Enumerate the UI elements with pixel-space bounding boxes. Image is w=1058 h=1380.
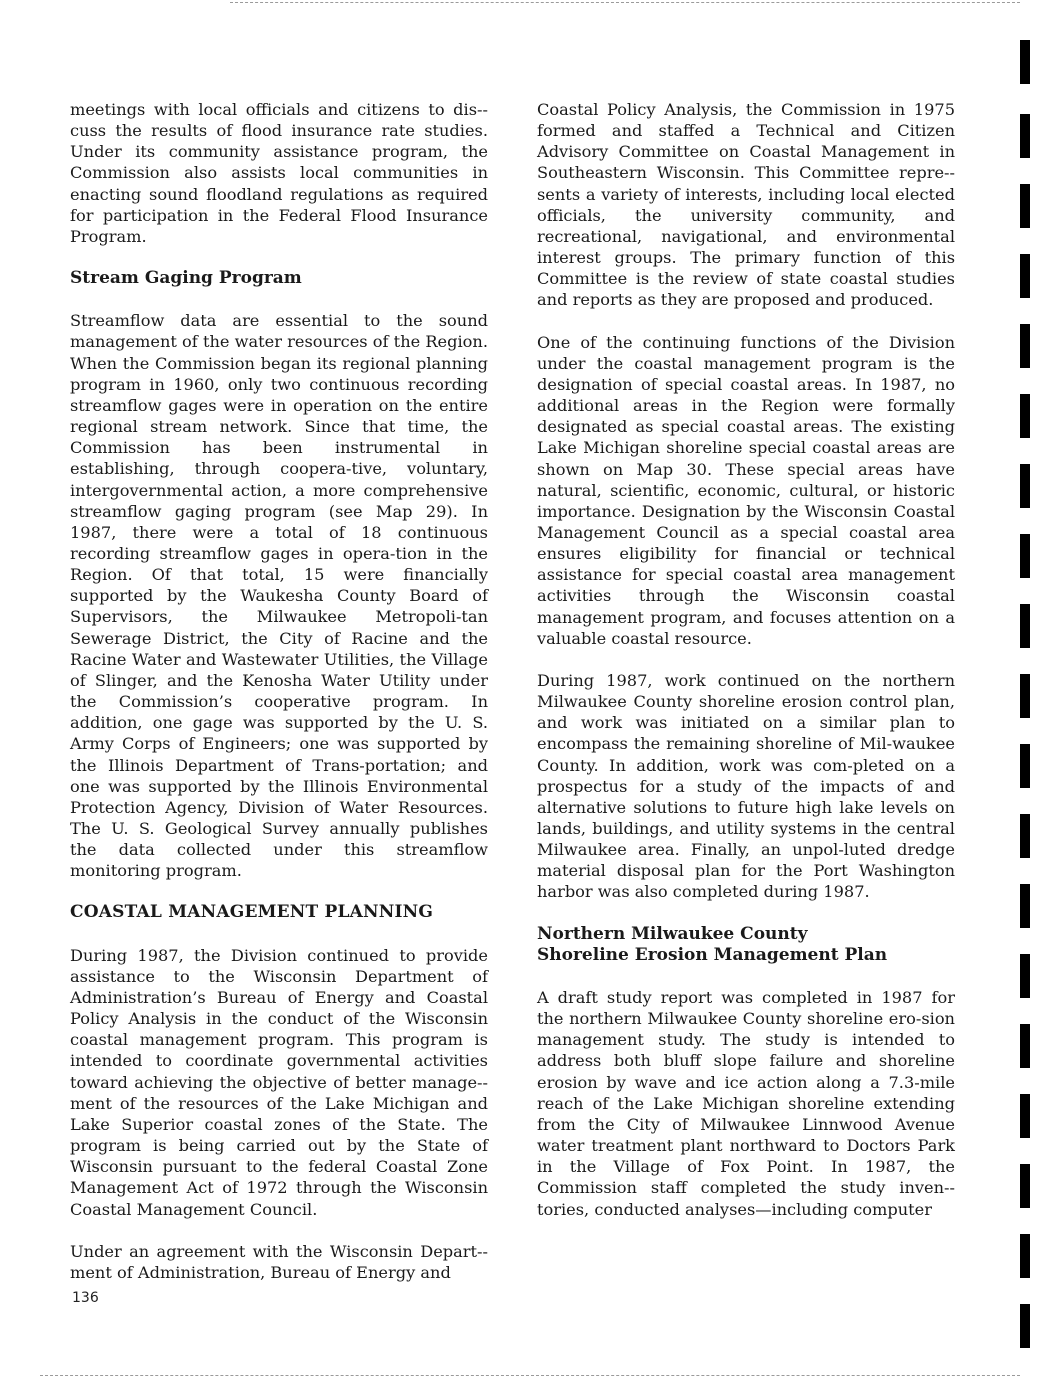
edge-mark [1020,1094,1030,1138]
section-heading-northern-milwaukee [537,924,955,966]
edge-mark [1020,394,1030,438]
scan-top-edge [230,2,1020,4]
edge-mark [1020,674,1030,718]
section-heading-coastal-management: COASTAL MANAGEMENT PLANNING [70,902,434,923]
left-column [70,99,488,1283]
edge-mark [1020,534,1030,578]
scan-bottom-edge [40,1375,1020,1377]
left-paragraph-2: Streamflow data are essential to the sound management of the water resources of the Region. When the Commission began its regional planning program in 1960, only two continuous recording streamflow gages were in operation on the entire regional stream network. Since that time, the Commission has been instrumental in establishing, through coopera-tive, voluntary, intergovernmental action, a more comprehensive streamflow gaging program (see Map 29). In 1987, there were a total of 18 continuous recording streamflow gages in opera-tion in the Region. Of that total, 15 were financially supported by the Waukesha County Board of Supervisors, the Milwaukee Metropoli-tan Sewerage District, the City of Racine and the Racine Water and Wastewater Utilities, the Village of Slinger, and the Kenosha Water Utility under the Commission’s cooperative program. In addition, one gage was supported by the U. S. Army Corps of Engineers; one was supported by the Illinois Department of Trans-portation; and one was supported by the Illinois Environmental Protection Agency, Division of Water Resources. The U. S. Geological Survey annually publishes the data collected under this streamflow monitoring program. [70,311,488,881]
edge-mark [1020,40,1030,84]
edge-mark [1020,954,1030,998]
edge-mark [1020,1234,1030,1278]
right-column [537,99,955,1220]
page-number: 136 [72,1290,99,1306]
edge-mark [1020,254,1030,298]
left-paragraph-1: meetings with local officials and citizens to dis-cuss the results of flood insurance rate studies. Under its community assistance program, the Commission also assists local communities in enacting sound floodland regulations as required for participation in the Federal Flood Insurance Program. [70,100,488,246]
edge-mark [1020,814,1030,858]
scan-edge-marks [1020,30,1032,1370]
edge-mark [1020,184,1030,228]
edge-mark [1020,1164,1030,1208]
edge-mark [1020,324,1030,368]
edge-mark [1020,114,1030,158]
section-heading-stream-gaging: Stream Gaging Program [70,268,302,289]
edge-mark [1020,604,1030,648]
edge-mark [1020,1304,1030,1348]
edge-mark [1020,464,1030,508]
right-paragraph-3: During 1987, work continued on the northern Milwaukee County shoreline erosion control plan, and work was initiated on a similar plan to encompass the remaining shoreline of Mil-waukee County. In addition, work was com-pleted on a prospectus for a study of the impacts of and alternative solutions to future high lake levels on lands, buildings, and utility systems in the central Milwaukee area. Finally, an unpol-luted dredge material disposal plan for the Port Washington harbor was also completed during 1987. [537,670,955,902]
right-paragraph-1: Coastal Policy Analysis, the Commission in 1975 formed and staffed a Technical and Citizen Advisory Committee on Coastal Management in Southeastern Wisconsin. This Committee repre-sents a variety of interests, including local elected officials, the university community, and recreational, navigational, and environmental interest groups. The primary function of this Committee is the review of state coastal studies and reports as they are proposed and produced. [537,100,955,310]
edge-mark [1020,1024,1030,1068]
left-paragraph-3: During 1987, the Division continued to provide assistance to the Wisconsin Department of Administration’s Bureau of Energy and Coastal Policy Analysis in the conduct of the Wisconsin coastal management program. This program is intended to coordinate governmental activities toward achieving the objective of better manage-ment of the resources of the Lake Michigan and Lake Superior coastal zones of the State. The program is being carried out by the State of Wisconsin pursuant to the federal Coastal Zone Management Act of 1972 through the Wisconsin Coastal Management Council. [70,945,488,1219]
edge-mark [1020,884,1030,928]
right-paragraph-4: A draft study report was completed in 1987 for the northern Milwaukee County shoreline ero-sion management study. The study is intended to address both bluff slope failure and shoreline erosion by wave and ice action along a 7.3-mile reach of the Lake Michigan shoreline extending from the City of Milwaukee Linnwood Avenue water treatment plant northward to Doctors Park in the Village of Fox Point. In 1987, the Commission staff completed the study inven-tories, conducted analyses—including computer [537,987,955,1219]
right-paragraph-2: One of the continuing functions of the Division under the coastal management program is the designation of special coastal areas. In 1987, no additional areas in the Region were formally designated as special coastal areas. The existing Lake Michigan shoreline special coastal areas are shown on Map 30. These special areas have natural, scientific, economic, cultural, or historic importance. Designation by the Wisconsin Coastal Management Council as a special coastal area ensures eligibility for financial or technical assistance for special coastal area management activities through the Wisconsin coastal management program, and focuses attention on a valuable coastal resource. [537,332,955,648]
heading-line-1: Northern Milwaukee County [537,923,808,944]
edge-mark [1020,744,1030,788]
left-paragraph-4: Under an agreement with the Wisconsin Depart-ment of Administration, Bureau of Energy and [70,1241,488,1282]
heading-line-2: Shoreline Erosion Management Plan [537,944,888,965]
